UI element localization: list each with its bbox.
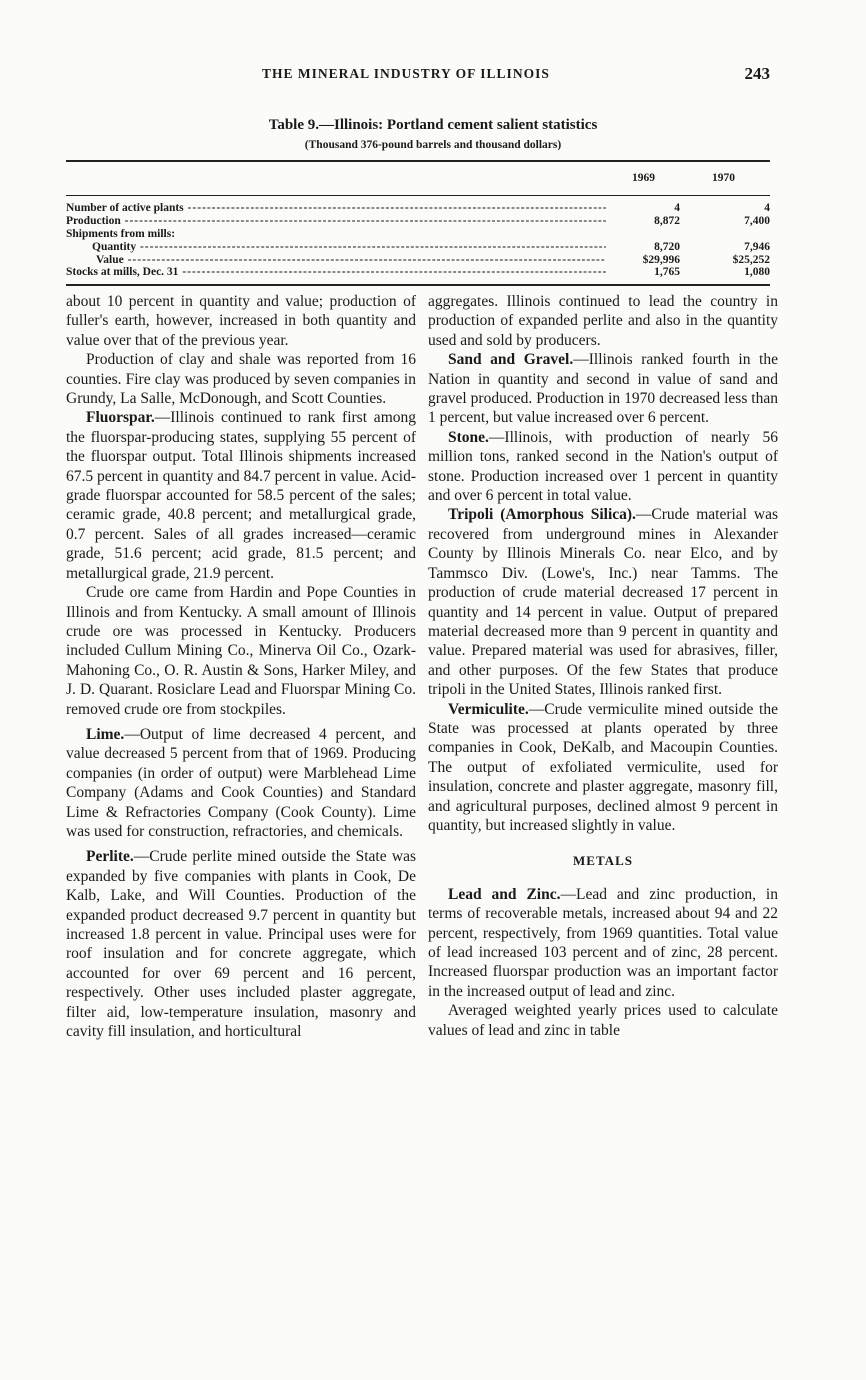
paragraph-perlite: Perlite.—Crude perlite mined outside the State was expanded by five companies with plants in Cook, De Kalb, Lake, and Will Counties. Production of the expanded product decreased 9.7 percent in quantity but increased 1.8 percent in value. Principal uses were for roof insulation and for concrete aggregate, which accounted for over 69 percent and 16 percent, respectively. Other uses included plaster aggregate, filter aid, low-temperature insulation, masonry and cavity fill insulation, and horticultural: [66, 848, 416, 1041]
page-number: 243: [744, 64, 770, 83]
right-text-column: [428, 292, 778, 1040]
row-label: Quantity -----: [92, 241, 606, 254]
metals-heading: METALS: [573, 853, 633, 869]
column-header-1970: 1970: [712, 172, 735, 184]
value-1970: 7,946: [744, 241, 770, 253]
column-header-1969: 1969: [632, 172, 655, 184]
left-text-column: [66, 292, 416, 1041]
value-1969: 8,872: [654, 215, 680, 227]
paragraph-stone: Stone.—Illinois, with production of nearly 56 million tons, ranked second in the Nation's output of stone. Production increased over 1 percent in quantity and over 6 percent in total value.: [428, 428, 778, 505]
table-row: [66, 202, 770, 215]
table-subtitle: (Thousand 376-pound barrels and thousand dollars): [304, 139, 562, 151]
value-1970: 7,400: [744, 215, 770, 227]
table-title: Table 9.—Illinois: Portland cement salient statistics: [268, 117, 598, 133]
section-head: Perlite.: [86, 848, 134, 866]
running-title: THE MINERAL INDUSTRY OF ILLINOIS: [262, 66, 550, 81]
value-1969: 1,765: [654, 266, 680, 278]
table-bottom-rule: [66, 284, 770, 286]
section-head: Lime.: [86, 725, 125, 743]
paragraph-vermiculite: Vermiculite.—Crude vermiculite mined outside the State was processed at plants operated by three companies in Cook, DeKalb, and Macoupin Counties. The output of exfoliated vermiculite, used for insulation, concrete and plaster aggregate, masonry fill, and agricultural purposes, declined almost 9 percent in quantity, but increased slightly in value.: [428, 700, 778, 834]
section-head: Stone.: [448, 428, 489, 446]
section-head: Lead and Zinc.: [448, 885, 561, 903]
paragraph: Production of clay and shale was reported from 16 counties. Fire clay was produced by seven companies in Grundy, La Salle, McDonough, and Scott Counties.: [66, 351, 416, 408]
section-head: Vermiculite.: [448, 700, 529, 718]
paragraph-fluorspar: Fluorspar.—Illinois continued to rank first among the fluorspar-producing states, supplying 55 percent of the fluorspar output. Total Illinois shipments increased 67.5 percent in quantity and 84.7 percent in value. Acid-grade fluorspar accounted for 58.5 percent of the sales; ceramic grade, 40.8 percent; and metallurgical grade, 0.7 percent. Sales of all grades increased—ceramic grade, 51.6 percent; acid grade, 81.5 percent; and metallurgical grade, 21.9 percent.: [66, 409, 416, 582]
section-head: Fluorspar.: [86, 409, 155, 427]
table-row: [66, 266, 770, 279]
section-head: Sand and Gravel.: [448, 351, 574, 369]
value-1970: 1,080: [744, 266, 770, 278]
paragraph-sand-gravel: Sand and Gravel.—Illinois ranked fourth in the Nation in quantity and second in value of sand and gravel produced. Production in 1970 decreased less than 1 percent, but value increased over 6 percent.: [428, 351, 778, 427]
paragraph-tripoli: Tripoli (Amorphous Silica).—Crude material was recovered from underground mines in Alexander County by Illinois Minerals Co. near Elco, and by Tammsco Div. (Lowe's, Inc.) near Tamms. The production of crude material decreased 17 percent in quantity and 14 percent in value. Output of prepared material decreased more than 9 percent in quantity and value. Prepared material was used for abrasives, filler, and other purposes. Of the few States that produce tripoli in the United States, Illinois ranked first.: [428, 506, 778, 699]
row-label: Value -----: [96, 254, 606, 267]
value-1970: $25,252: [732, 254, 770, 266]
value-1969: 8,720: [654, 241, 680, 253]
row-label: Number of active plants -----: [66, 202, 606, 215]
paragraph: Crude ore came from Hardin and Pope Counties in Illinois and from Kentucky. A small amount of Illinois crude ore was processed in Kentucky. Producers included Cullum Mining Co., Minerva Oil Co., Ozark-Mahoning Co., O. R. Austin & Sons, Harker Miley, and J. D. Quarant. Rosiclare Lead and Fluorspar Mining Co. removed crude ore from stockpiles.: [66, 584, 416, 718]
paragraph: Averaged weighted yearly prices used to calculate values of lead and zinc in table: [428, 1002, 778, 1039]
table-header-rule: [66, 195, 770, 196]
paragraph: about 10 percent in quantity and value; production of fuller's earth, however, increased in both quantity and value over that of the previous year.: [66, 293, 416, 349]
section-head: Tripoli (Amorphous Silica).: [448, 506, 636, 524]
page-header: [0, 64, 866, 88]
value-1970: 4: [764, 202, 770, 214]
table-row: [66, 228, 770, 241]
table-top-rule: [66, 160, 770, 162]
table-row: [66, 241, 770, 254]
value-1969: 4: [674, 202, 680, 214]
table-row: [66, 215, 770, 228]
row-label: Shipments from mills:: [66, 228, 176, 240]
paragraph-lead-zinc: Lead and Zinc.—Lead and zinc production, in terms of recoverable metals, increased about 94 and 22 percent, respectively, from 1969 quantities. Total value of lead increased 103 percent and of zinc, 28 percent. Increased fluorspar production was an important factor in the increased output of lead and zinc.: [428, 885, 778, 1000]
row-label: Stocks at mills, Dec. 31 -----: [66, 266, 606, 279]
paragraph: aggregates. Illinois continued to lead the country in production of expanded perlite and also in the quantity used and sold by producers.: [428, 293, 778, 349]
row-label: Production -----: [66, 215, 606, 228]
paragraph-lime: Lime.—Output of lime decreased 4 percent, and value decreased 5 percent from that of 1969. Producing companies (in order of output) were Marblehead Lime Company (Adams and Cook Counties) and Standard Lime & Refractories Company (Cook County). Lime was used for construction, refractories, and chemicals.: [66, 725, 416, 840]
value-1969: $29,996: [642, 254, 680, 266]
